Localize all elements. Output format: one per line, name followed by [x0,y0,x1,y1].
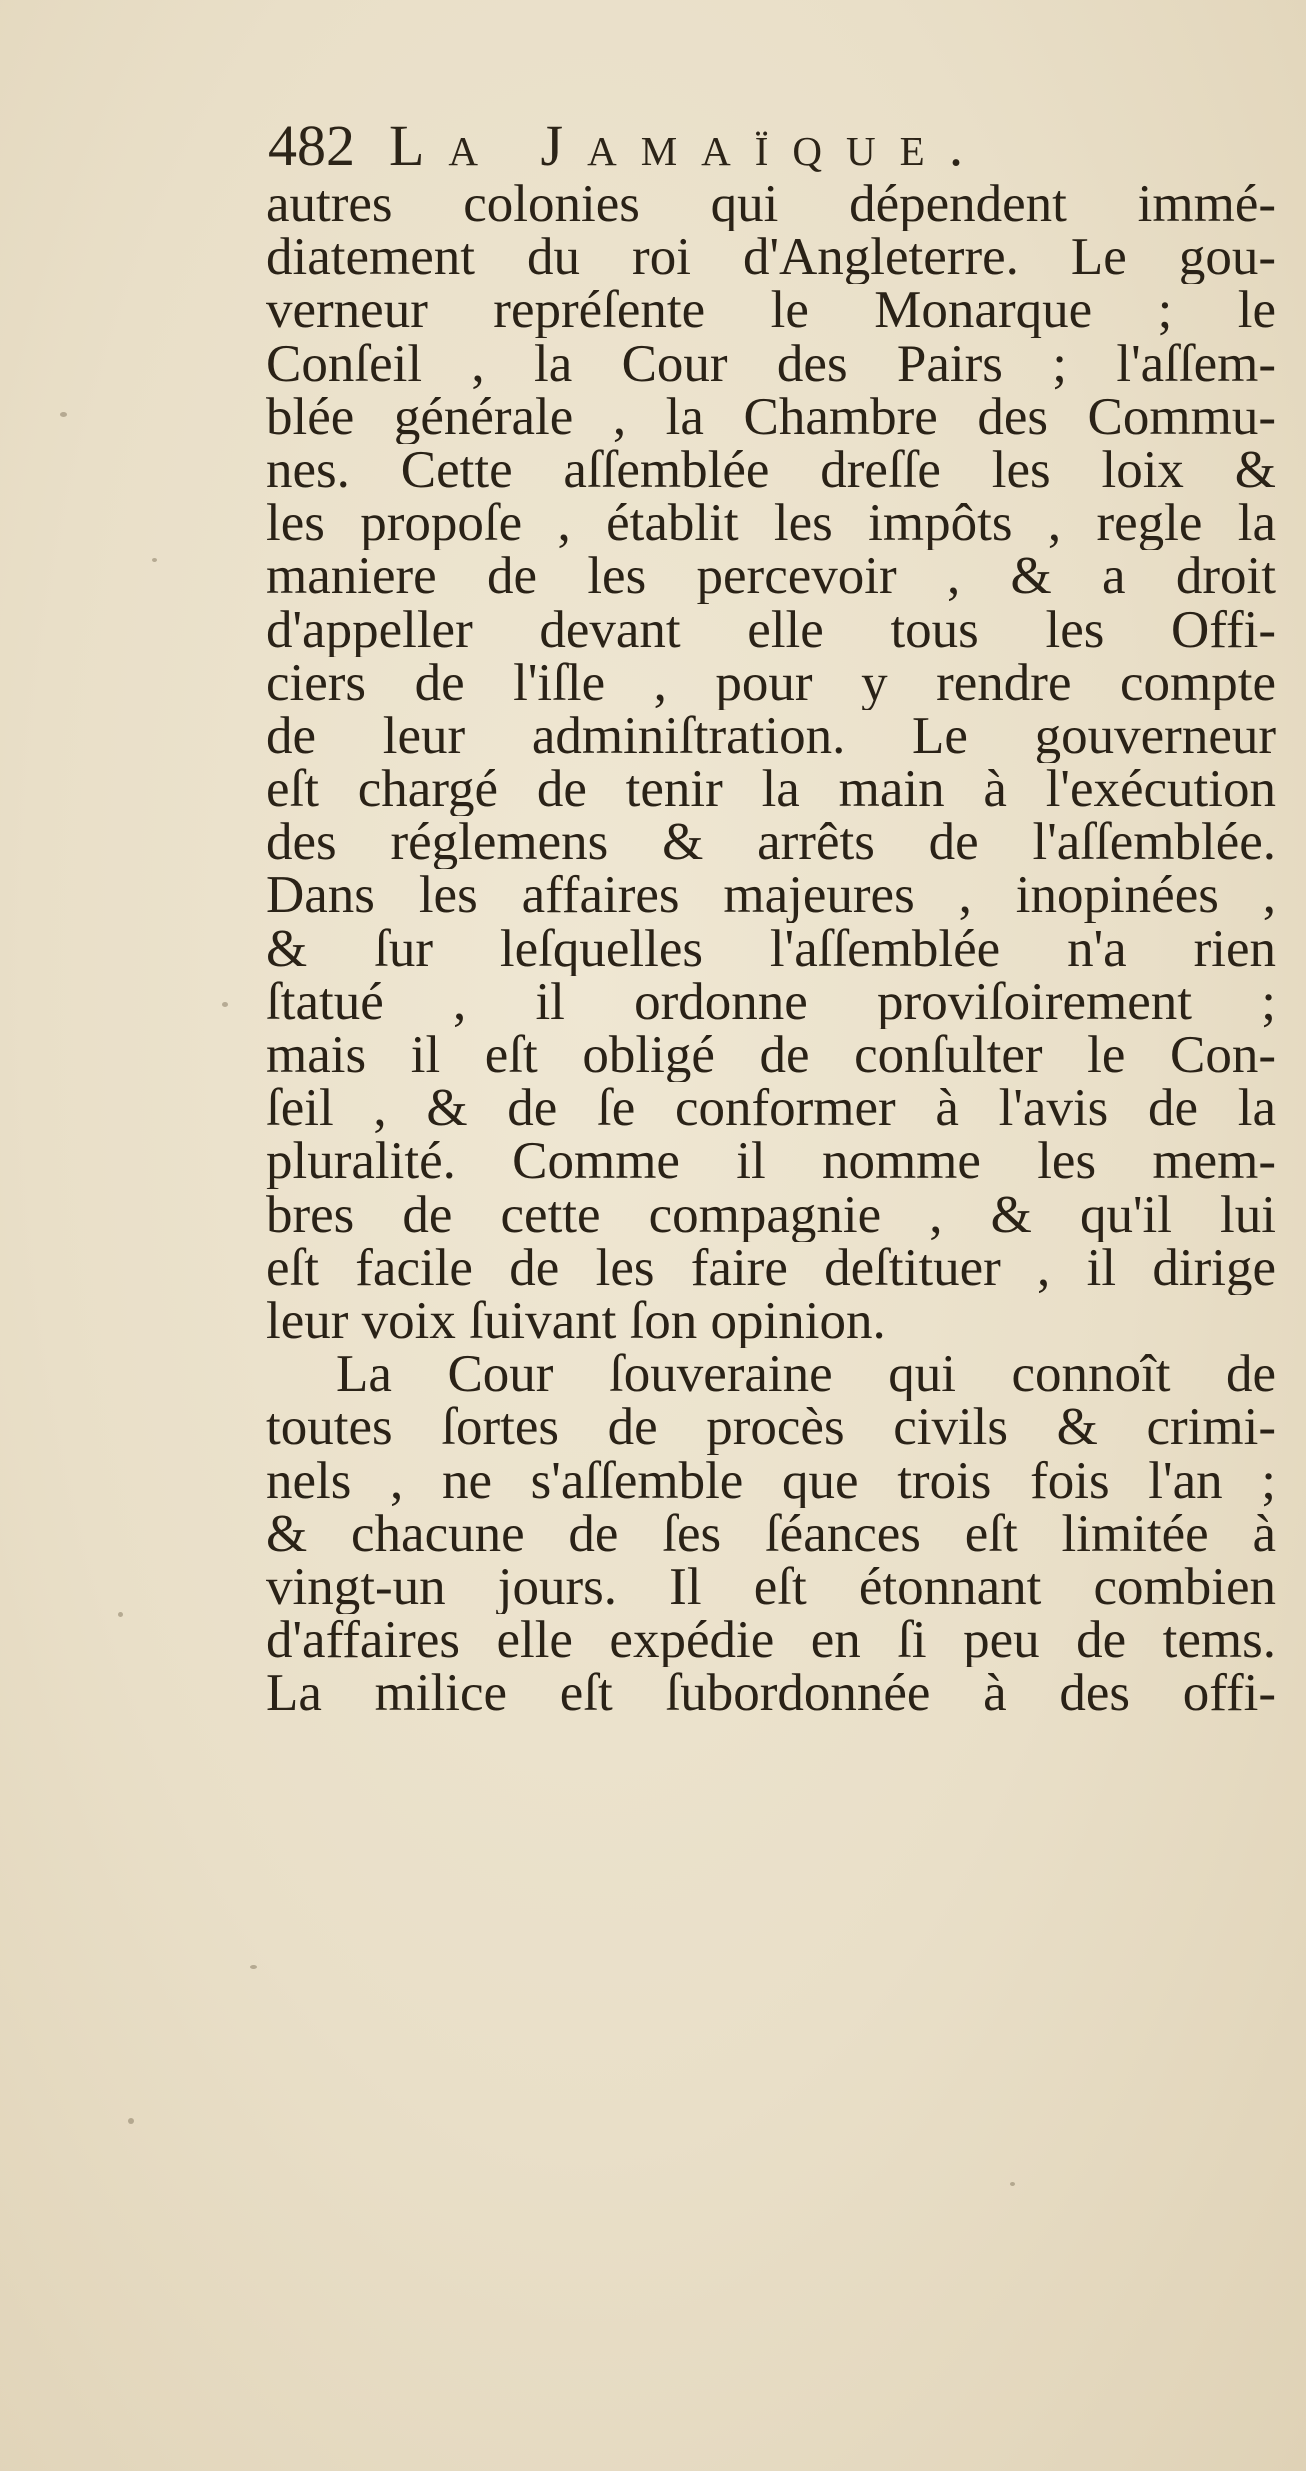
text-line: autres colonies qui dépendent immé- [266,178,1276,232]
running-head: La Jamaïque. [389,113,988,178]
text-line: maniere de les percevoir , & a droit [266,550,1276,604]
paper-speck [152,558,157,562]
text-line: de leur adminiſtration. Le gouverneur [266,709,1276,764]
paper-speck [128,2118,134,2124]
text-line: d'affaires elle expédie en ſi peu de tems. [266,1614,1276,1668]
text-line: Dans les affaires majeures , inopinées , [266,869,1276,923]
paper-speck [118,1612,123,1617]
text-line: diatement du roi d'Angleterre. Le gou- [266,231,1276,285]
text-line: d'appeller devant elle tous les Offi- [266,603,1276,657]
text-line: vingt-un jours. Il eſt étonnant combien [266,1560,1276,1615]
text-line: les propoſe , établit les impôts , regle la [266,497,1276,551]
text-line: bres de cette compagnie , & qu'il lui [266,1188,1276,1242]
text-line: La milice eſt ſubordonnée à des offi- [266,1667,1276,1721]
text-line: eſt chargé de tenir la main à l'exécution [266,763,1276,817]
text-line: leur voix ſuivant ſon opinion. [266,1294,886,1349]
paper-speck [60,412,67,417]
text-line: ſeil , & de ſe conformer à l'avis de la [266,1082,1276,1136]
body-text [266,178,1276,1720]
text-line: & ſur leſquelles l'aſſemblée n'a rien [266,922,1276,976]
paragraph-first-line: La Cour ſouveraine qui connoît de [336,1348,1276,1402]
text-line: & chacune de ſes ſéances eſt limitée à [266,1507,1276,1561]
text-line: nes. Cette aſſemblée dreſſe les loix & [266,443,1276,498]
page-number: 482 [268,113,355,178]
text-line: verneur repréſente le Monarque ; le [266,284,1276,338]
text-line: nels , ne s'aſſemble que trois fois l'an ; [266,1454,1276,1508]
text-line: des réglemens & arrêts de l'aſſemblée. [266,816,1276,870]
text-line: toutes ſortes de procès civils & crimi- [266,1401,1276,1455]
text-line: Conſeil , la Cour des Pairs ; l'aſſem- [266,337,1276,391]
paper-speck [250,1965,257,1969]
text-line: ſtatué , il ordonne proviſoirement ; [266,975,1276,1029]
text-line: blée générale , la Chambre des Commu- [266,390,1276,444]
paper-speck [222,1002,228,1007]
text-line: eſt facile de les faire deſtituer , il dirige [266,1241,1276,1295]
text-line: mais il eſt obligé de conſulter le Con- [266,1029,1276,1083]
text-line: pluralité. Comme il nomme les mem- [266,1135,1276,1189]
paper-speck [1010,2182,1015,2186]
text-line: ciers de l'iſle , pour y rendre compte [266,656,1276,710]
